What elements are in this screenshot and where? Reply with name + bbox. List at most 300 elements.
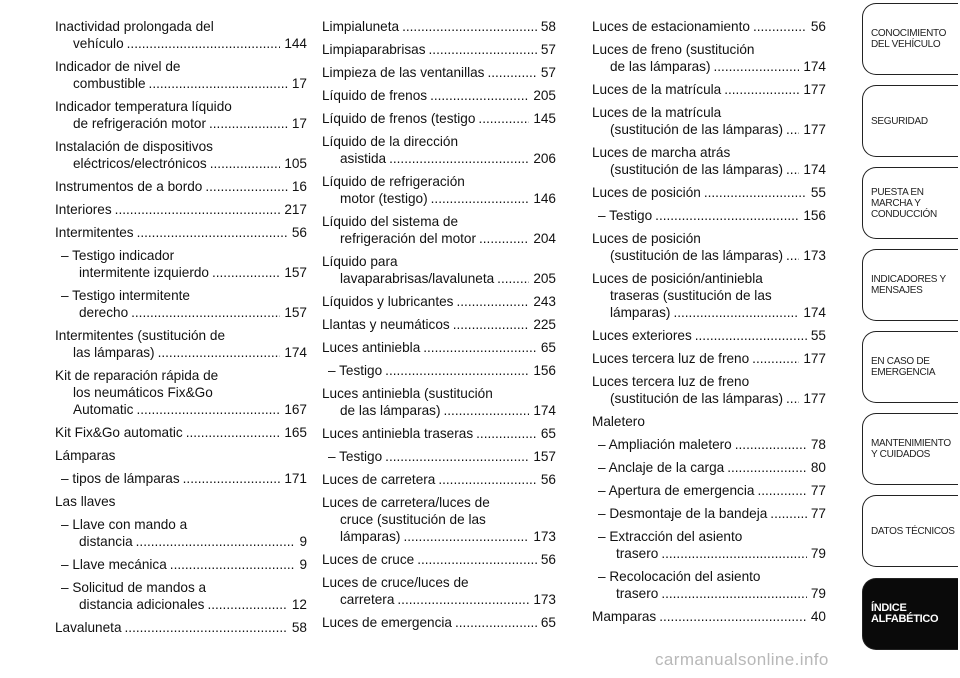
index-entry[interactable] bbox=[322, 385, 556, 419]
index-entry[interactable] bbox=[322, 339, 556, 356]
index-entry-continuation: intermitente izquierdo bbox=[79, 265, 209, 280]
index-entry[interactable] bbox=[592, 270, 826, 321]
index-entry[interactable] bbox=[322, 87, 556, 104]
index-entry-term: Líquido para bbox=[322, 254, 398, 269]
sidebar-tab-label: CONOCIMIENTO DEL VEHÍCULO bbox=[871, 28, 947, 50]
page-number[interactable]: 217 bbox=[284, 202, 307, 217]
page-number[interactable]: 65 bbox=[540, 340, 556, 355]
index-entry[interactable] bbox=[55, 579, 307, 613]
dot-leader bbox=[453, 316, 530, 333]
index-entry[interactable] bbox=[592, 373, 826, 407]
index-entry[interactable] bbox=[55, 287, 307, 321]
index-entry-line bbox=[61, 304, 307, 321]
page-number[interactable]: 55 bbox=[810, 185, 826, 200]
page-number[interactable]: 171 bbox=[284, 471, 307, 486]
index-entry-term: Luces tercera luz de freno bbox=[592, 374, 750, 389]
dot-leader bbox=[727, 459, 807, 476]
page-number[interactable]: 173 bbox=[533, 529, 556, 544]
index-entry-line bbox=[322, 190, 556, 207]
index-entry-line bbox=[61, 533, 307, 550]
index-entry-term: Kit Fix&Go automatic bbox=[55, 425, 183, 440]
index-entry-continuation: (sustitución de las lámparas) bbox=[610, 122, 784, 137]
index-entry-term: – Apertura de emergencia bbox=[598, 483, 755, 498]
index-entry[interactable] bbox=[592, 413, 826, 430]
index-entry[interactable] bbox=[55, 138, 307, 172]
index-entry-term: Luces de carretera/luces de bbox=[322, 495, 490, 510]
index-entry-continuation: lavaparabrisas/lavaluneta bbox=[340, 271, 495, 286]
dot-leader bbox=[403, 528, 529, 545]
index-entry[interactable] bbox=[55, 556, 307, 573]
index-entry[interactable] bbox=[55, 516, 307, 550]
index-entry[interactable] bbox=[322, 173, 556, 207]
page-number[interactable]: 40 bbox=[810, 609, 826, 624]
dot-leader bbox=[212, 264, 280, 281]
index-entry-term: Luces de emergencia bbox=[322, 615, 452, 630]
index-entry[interactable] bbox=[592, 505, 826, 522]
index-entry-term: Indicador de nivel de bbox=[55, 59, 181, 74]
index-entry[interactable] bbox=[592, 81, 826, 98]
dot-leader bbox=[655, 207, 799, 224]
index-entry-term: Kit de reparación rápida de bbox=[55, 368, 219, 383]
page-number[interactable]: 177 bbox=[803, 82, 826, 97]
dot-leader bbox=[714, 58, 800, 75]
index-entry-term: Luces de posición bbox=[592, 185, 701, 200]
index-entry-term: – Testigo intermitente bbox=[61, 288, 190, 303]
index-entry-term: Líquidos y lubricantes bbox=[322, 294, 454, 309]
index-entry-line bbox=[322, 293, 556, 310]
index-entry[interactable] bbox=[322, 448, 556, 465]
page-number[interactable]: 17 bbox=[291, 76, 307, 91]
index-entry-line bbox=[55, 75, 307, 92]
sidebar-tab[interactable] bbox=[862, 413, 958, 485]
index-entry-line bbox=[55, 178, 307, 195]
index-entry[interactable] bbox=[592, 18, 826, 35]
index-entry-line bbox=[322, 339, 556, 356]
index-entry-continuation: de refrigeración motor bbox=[73, 116, 206, 131]
index-entry[interactable] bbox=[592, 327, 826, 344]
index-entry[interactable] bbox=[322, 213, 556, 247]
index-entry-line bbox=[592, 58, 826, 75]
page-number[interactable]: 65 bbox=[540, 426, 556, 441]
index-column-2 bbox=[322, 18, 556, 637]
dot-leader bbox=[125, 619, 288, 636]
index-entry-continuation: los neumáticos Fix&Go bbox=[73, 385, 213, 400]
index-entry[interactable] bbox=[592, 184, 826, 201]
dot-leader bbox=[430, 87, 529, 104]
index-entry[interactable] bbox=[322, 133, 556, 167]
index-entry-term: Luces antiniebla bbox=[322, 340, 421, 355]
index-entry-continuation: de las lámparas) bbox=[610, 59, 711, 74]
page-number[interactable]: 58 bbox=[291, 620, 307, 635]
dot-leader bbox=[455, 614, 537, 631]
dot-leader bbox=[753, 18, 807, 35]
index-entry-line bbox=[592, 608, 826, 625]
index-entry-term: Luces de marcha atrás bbox=[592, 145, 731, 160]
page-number[interactable]: 78 bbox=[810, 437, 826, 452]
dot-leader bbox=[207, 596, 287, 613]
index-entry-line bbox=[322, 18, 556, 35]
index-entry[interactable] bbox=[592, 41, 826, 75]
page-number[interactable]: 146 bbox=[533, 191, 556, 206]
index-entry-line bbox=[592, 184, 826, 201]
dot-leader bbox=[385, 448, 529, 465]
index-entry-line bbox=[322, 551, 556, 568]
index-entry-term: Luces antiniebla traseras bbox=[322, 426, 474, 441]
dot-leader bbox=[158, 344, 281, 361]
dot-leader bbox=[661, 545, 807, 562]
index-entry-line bbox=[61, 556, 307, 573]
index-entry-line bbox=[322, 402, 556, 419]
page-number[interactable]: 77 bbox=[810, 483, 826, 498]
page-number[interactable]: 156 bbox=[533, 363, 556, 378]
page-number[interactable]: 174 bbox=[533, 403, 556, 418]
index-entry-term: Luces de la matrícula bbox=[592, 105, 722, 120]
page-number[interactable]: 79 bbox=[810, 546, 826, 561]
index-entry[interactable] bbox=[322, 614, 556, 631]
page-number[interactable]: 174 bbox=[803, 305, 826, 320]
dot-leader bbox=[149, 75, 288, 92]
index-entry[interactable] bbox=[55, 470, 307, 487]
index-entry-line bbox=[61, 596, 307, 613]
sidebar-tab[interactable] bbox=[862, 249, 958, 321]
index-entry-line bbox=[55, 224, 307, 241]
index-entry-term: Luces de freno (sustitución bbox=[592, 42, 755, 57]
page-number[interactable]: 174 bbox=[803, 59, 826, 74]
index-entry[interactable] bbox=[55, 178, 307, 195]
dot-leader bbox=[735, 436, 807, 453]
index-entry-line bbox=[592, 18, 826, 35]
index-entry[interactable] bbox=[55, 447, 307, 464]
index-entry[interactable] bbox=[592, 350, 826, 367]
index-entry[interactable] bbox=[322, 18, 556, 35]
index-entry-term: Limpiaparabrisas bbox=[322, 42, 426, 57]
dot-leader bbox=[183, 470, 281, 487]
index-heading: Lámparas bbox=[55, 448, 116, 463]
index-entry-line bbox=[598, 482, 826, 499]
page-number[interactable]: 156 bbox=[803, 208, 826, 223]
page-number[interactable]: 144 bbox=[284, 36, 307, 51]
index-entry[interactable] bbox=[592, 459, 826, 476]
page-number[interactable]: 177 bbox=[803, 351, 826, 366]
dot-leader bbox=[456, 293, 529, 310]
index-entry-line bbox=[592, 81, 826, 98]
index-entry-term: Inactividad prolongada del bbox=[55, 19, 214, 34]
page-number[interactable]: 177 bbox=[803, 391, 826, 406]
index-entry[interactable] bbox=[592, 528, 826, 562]
index-entry-term: Luces de posición bbox=[592, 231, 701, 246]
section-tabs-sidebar bbox=[862, 0, 960, 678]
index-entry-continuation: Automatic bbox=[73, 402, 134, 417]
index-entry-line bbox=[55, 155, 307, 172]
index-entry-line bbox=[598, 505, 826, 522]
index-entry-term: Luces de la matrícula bbox=[592, 82, 722, 97]
index-entry[interactable] bbox=[322, 110, 556, 127]
dot-leader bbox=[186, 424, 281, 441]
dot-leader bbox=[431, 190, 530, 207]
index-entry[interactable] bbox=[322, 316, 556, 333]
index-entry[interactable] bbox=[55, 224, 307, 241]
index-entry-term: Líquido de la dirección bbox=[322, 134, 459, 149]
dot-leader bbox=[757, 482, 806, 499]
index-entry-term: – Testigo bbox=[598, 208, 653, 223]
page-number[interactable]: 173 bbox=[803, 248, 826, 263]
index-entry-term: Intermitentes (sustitución de bbox=[55, 328, 226, 343]
index-entry-line bbox=[61, 264, 307, 281]
index-entry[interactable] bbox=[322, 64, 556, 81]
index-entry-term: – Desmontaje de la bandeja bbox=[598, 506, 768, 521]
watermark-text: carmanualsonline.info bbox=[655, 650, 829, 669]
page-number[interactable]: 205 bbox=[533, 88, 556, 103]
index-entry-continuation: (sustitución de las lámparas) bbox=[610, 162, 784, 177]
index-entry-term: – Extracción del asiento bbox=[598, 529, 743, 544]
index-entry-continuation: asistida bbox=[340, 151, 387, 166]
page-number[interactable]: 80 bbox=[810, 460, 826, 475]
index-entry-continuation: vehículo bbox=[73, 36, 124, 51]
index-entry-continuation: carretera bbox=[340, 592, 395, 607]
index-entry[interactable] bbox=[592, 207, 826, 224]
dot-leader bbox=[136, 533, 296, 550]
index-entry[interactable] bbox=[322, 253, 556, 287]
page-number[interactable]: 174 bbox=[803, 162, 826, 177]
page-number[interactable]: 17 bbox=[291, 116, 307, 131]
page-number[interactable]: 56 bbox=[291, 225, 307, 240]
index-entry-line bbox=[592, 390, 826, 407]
index-entry-line bbox=[322, 110, 556, 127]
index-entry[interactable] bbox=[592, 230, 826, 264]
index-entry-term: Luces de estacionamiento bbox=[592, 19, 750, 34]
index-entry-continuation: motor (testigo) bbox=[340, 191, 428, 206]
index-entry-continuation: (sustitución de las lámparas) bbox=[610, 391, 784, 406]
page-number[interactable]: 16 bbox=[291, 179, 307, 194]
index-entry-term: Luces de posición/antiniebla bbox=[592, 271, 763, 286]
index-entry-line bbox=[592, 247, 826, 264]
sidebar-tab-label: INDICADORES Y MENSAJES bbox=[871, 274, 946, 296]
index-entry-line bbox=[592, 350, 826, 367]
page-number[interactable]: 57 bbox=[540, 42, 556, 57]
page-number[interactable]: 243 bbox=[533, 294, 556, 309]
dot-leader bbox=[478, 110, 529, 127]
index-entry-line bbox=[322, 230, 556, 247]
page-number[interactable]: 145 bbox=[533, 111, 556, 126]
index-entry[interactable] bbox=[322, 362, 556, 379]
index-entry-line bbox=[55, 35, 307, 52]
index-entry-term: – Testigo bbox=[328, 449, 383, 464]
index-entry-line bbox=[598, 585, 826, 602]
index-entry-continuation: (sustitución de las lámparas) bbox=[610, 248, 784, 263]
index-entry-continuation: trasero bbox=[616, 546, 659, 561]
dot-leader bbox=[752, 350, 799, 367]
index-entry-term: Luces de cruce/luces de bbox=[322, 575, 469, 590]
index-entry[interactable] bbox=[592, 436, 826, 453]
index-entry[interactable] bbox=[322, 574, 556, 608]
index-entry-line bbox=[322, 528, 556, 545]
index-entry-line bbox=[322, 425, 556, 442]
index-entry-line bbox=[598, 207, 826, 224]
page-number[interactable]: 173 bbox=[533, 592, 556, 607]
page-number[interactable]: 12 bbox=[291, 597, 307, 612]
index-entry[interactable] bbox=[55, 98, 307, 132]
index-entry[interactable] bbox=[55, 424, 307, 441]
index-entry-line bbox=[598, 436, 826, 453]
sidebar-tab-label: EN CASO DE EMERGENCIA bbox=[871, 356, 936, 378]
dot-leader bbox=[131, 304, 280, 321]
sidebar-tab[interactable] bbox=[862, 85, 958, 157]
index-heading: Las llaves bbox=[55, 494, 116, 509]
index-entry-continuation: de las lámparas) bbox=[340, 403, 441, 418]
index-entry-line bbox=[55, 344, 307, 361]
index-entry-line bbox=[322, 41, 556, 58]
index-entry-term: – Llave mecánica bbox=[61, 557, 167, 572]
index-entry-line bbox=[598, 459, 826, 476]
index-entry-continuation: combustible bbox=[73, 76, 146, 91]
index-entry[interactable] bbox=[592, 568, 826, 602]
page-number[interactable]: 77 bbox=[810, 506, 826, 521]
page-number[interactable]: 206 bbox=[533, 151, 556, 166]
index-entry[interactable] bbox=[322, 41, 556, 58]
dot-leader bbox=[724, 81, 799, 98]
index-heading: Maletero bbox=[592, 414, 645, 429]
page-number[interactable]: 56 bbox=[810, 19, 826, 34]
sidebar-tab[interactable] bbox=[862, 331, 958, 403]
dot-leader bbox=[786, 161, 799, 178]
page-number[interactable]: 79 bbox=[810, 586, 826, 601]
dot-leader bbox=[115, 201, 281, 218]
page-number[interactable]: 9 bbox=[299, 557, 307, 572]
index-entry-continuation: distancia bbox=[79, 534, 133, 549]
dot-leader bbox=[389, 150, 529, 167]
dot-leader bbox=[136, 401, 280, 418]
index-entry-term: Líquido del sistema de bbox=[322, 214, 459, 229]
index-entry-term: – Recolocación del asiento bbox=[598, 569, 761, 584]
dot-leader bbox=[497, 270, 529, 287]
page-number[interactable]: 205 bbox=[533, 271, 556, 286]
page-number[interactable]: 157 bbox=[284, 265, 307, 280]
page-number[interactable]: 57 bbox=[540, 65, 556, 80]
index-entry[interactable] bbox=[322, 551, 556, 568]
index-entry-continuation: derecho bbox=[79, 305, 129, 320]
index-entry-term: Luces de carretera bbox=[322, 472, 436, 487]
index-entry-term: Líquido de refrigeración bbox=[322, 174, 465, 189]
dot-leader bbox=[786, 121, 799, 138]
page-number[interactable]: 56 bbox=[540, 472, 556, 487]
index-entry[interactable] bbox=[592, 104, 826, 138]
page-number[interactable]: 167 bbox=[284, 402, 307, 417]
dot-leader bbox=[137, 224, 288, 241]
index-entry[interactable] bbox=[55, 367, 307, 418]
index-entry-continuation: trasero bbox=[616, 586, 659, 601]
page-number[interactable]: 58 bbox=[540, 19, 556, 34]
page-number[interactable]: 165 bbox=[284, 425, 307, 440]
index-entry-term: – Llave con mando a bbox=[61, 517, 188, 532]
index-entry[interactable] bbox=[592, 144, 826, 178]
index-entry[interactable] bbox=[55, 58, 307, 92]
index-entry[interactable] bbox=[55, 201, 307, 218]
index-entry-term: Lavaluneta bbox=[55, 620, 122, 635]
index-entry-line bbox=[322, 316, 556, 333]
index-entry[interactable] bbox=[322, 425, 556, 442]
index-entry-line bbox=[61, 470, 307, 487]
index-entry-term: – tipos de lámparas bbox=[61, 471, 180, 486]
index-entry-term: Instalación de dispositivos bbox=[55, 139, 213, 154]
index-entry-continuation: eléctricos/electrónicos bbox=[73, 156, 207, 171]
index-entry-term: – Anclaje de la carga bbox=[598, 460, 725, 475]
index-entry-line bbox=[322, 64, 556, 81]
index-entry-term: Luces exteriores bbox=[592, 328, 692, 343]
index-entry[interactable] bbox=[592, 482, 826, 499]
index-entry-continuation: cruce (sustitución de las bbox=[340, 512, 486, 527]
page-number[interactable]: 177 bbox=[803, 122, 826, 137]
index-entry-line bbox=[322, 270, 556, 287]
index-entry-line bbox=[322, 591, 556, 608]
dot-leader bbox=[429, 41, 537, 58]
page-number[interactable]: 9 bbox=[299, 534, 307, 549]
index-entry-term: Limpieza de las ventanillas bbox=[322, 65, 485, 80]
page-number[interactable]: 157 bbox=[533, 449, 556, 464]
sidebar-tab[interactable] bbox=[862, 167, 958, 239]
index-entry-line bbox=[55, 115, 307, 132]
page-number[interactable]: 56 bbox=[540, 552, 556, 567]
dot-leader bbox=[397, 591, 529, 608]
index-entry-term: – Testigo bbox=[328, 363, 383, 378]
page-number[interactable]: 105 bbox=[284, 156, 307, 171]
page-number[interactable]: 157 bbox=[284, 305, 307, 320]
index-entry-term: – Ampliación maletero bbox=[598, 437, 732, 452]
index-entry-line bbox=[322, 150, 556, 167]
index-entry-term: Indicador temperatura líquido bbox=[55, 99, 232, 114]
sidebar-tab[interactable] bbox=[862, 495, 958, 567]
index-entry-line bbox=[592, 161, 826, 178]
index-entry-term: Limpialuneta bbox=[322, 19, 400, 34]
dot-leader bbox=[487, 64, 536, 81]
dot-leader bbox=[704, 184, 807, 201]
index-entry-term: Intermitentes bbox=[55, 225, 134, 240]
index-entry[interactable] bbox=[55, 18, 307, 52]
index-entry[interactable] bbox=[592, 608, 826, 625]
sidebar-tab-label: SEGURIDAD bbox=[871, 115, 928, 127]
dot-leader bbox=[786, 390, 799, 407]
dot-leader bbox=[444, 402, 530, 419]
index-entry[interactable] bbox=[322, 471, 556, 488]
page-number[interactable]: 174 bbox=[284, 345, 307, 360]
dot-leader bbox=[476, 425, 537, 442]
page-number[interactable]: 55 bbox=[810, 328, 826, 343]
page-number[interactable]: 204 bbox=[533, 231, 556, 246]
index-entry-continuation: las lámparas) bbox=[73, 345, 155, 360]
index-entry-line bbox=[328, 362, 556, 379]
index-entry-term: Interiores bbox=[55, 202, 112, 217]
dot-leader bbox=[661, 585, 807, 602]
dot-leader bbox=[659, 608, 807, 625]
index-entry[interactable] bbox=[55, 247, 307, 281]
index-entry[interactable] bbox=[55, 493, 307, 510]
page-number[interactable]: 65 bbox=[540, 615, 556, 630]
index-entry-continuation: lámparas) bbox=[610, 305, 671, 320]
sidebar-tab[interactable] bbox=[862, 578, 958, 650]
dot-leader bbox=[438, 471, 537, 488]
dot-leader bbox=[385, 362, 529, 379]
index-entry[interactable] bbox=[322, 293, 556, 310]
index-entry[interactable] bbox=[55, 327, 307, 361]
index-entry-term: Líquido de frenos (testigo bbox=[322, 111, 476, 126]
index-entry[interactable] bbox=[55, 619, 307, 636]
dot-leader bbox=[770, 505, 807, 522]
index-entry-term: Luces tercera luz de freno bbox=[592, 351, 750, 366]
sidebar-tab[interactable] bbox=[862, 3, 958, 75]
index-entry-line bbox=[55, 201, 307, 218]
index-entry[interactable] bbox=[322, 494, 556, 545]
page-number[interactable]: 225 bbox=[533, 317, 556, 332]
index-entry-line bbox=[328, 448, 556, 465]
